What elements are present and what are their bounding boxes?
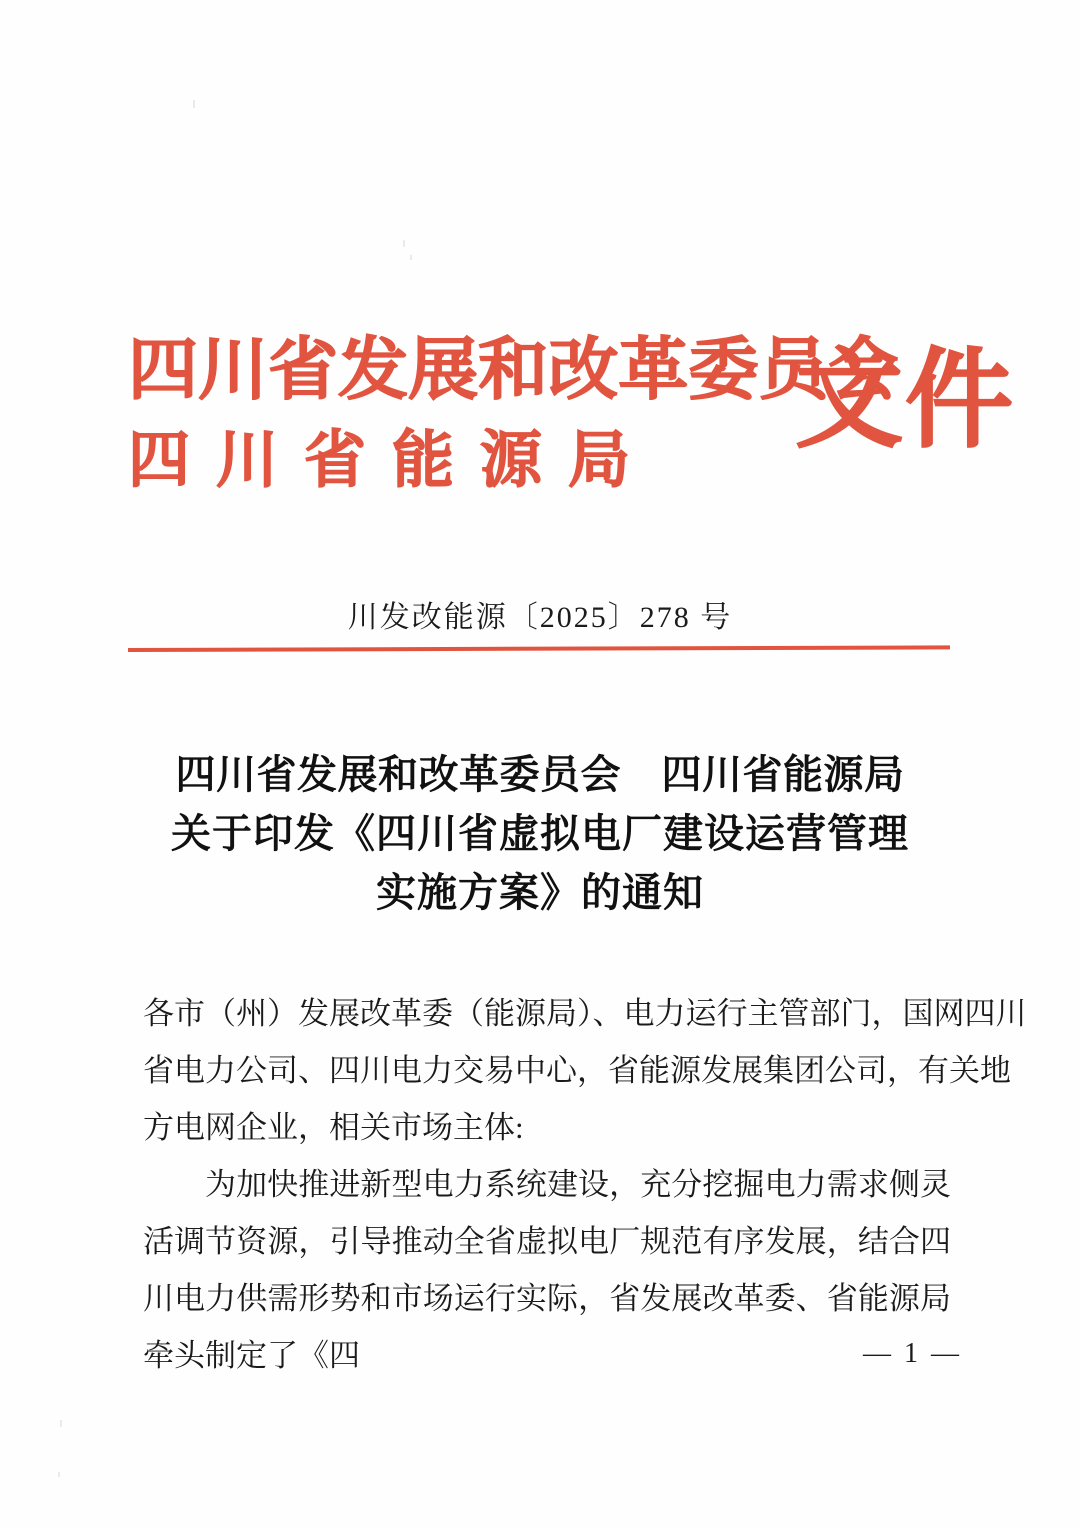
addressee-line: 省电力公司、四川电力交易中心，省能源发展集团公司，有关地 [143, 1053, 1011, 1088]
scan-speckle [403, 240, 405, 247]
letterhead-agency-lines [128, 330, 899, 495]
scan-speckle [58, 1472, 60, 1477]
letterhead-line-1: 四川省发展和改革委员会 [128, 332, 899, 408]
scan-speckle [60, 1420, 62, 1427]
document-title [140, 745, 940, 922]
letterhead [0, 330, 1080, 530]
letterhead-line-2: 四川省能源局 [128, 427, 657, 495]
red-horizontal-rule [128, 645, 950, 652]
addressee-line: 方电网企业，相关市场主体: [143, 1110, 524, 1145]
title-line-2: 关于印发《四川省虚拟电厂建设运营管理 [171, 811, 909, 856]
body-paragraph-1: 为加快推进新型电力系统建设，充分挖掘电力需求侧灵活调节资源，引导推动全省虚拟电厂规范有序发展，结合四川电力供需形势和市场运行实际，省发展改革委、省能源局牵头制定了《四 [143, 1167, 951, 1373]
page-number-footer: — 1 — [863, 1338, 962, 1369]
scan-speckle [410, 255, 412, 260]
title-line-3: 实施方案》的通知 [376, 870, 704, 915]
addressee-block [143, 985, 1027, 1156]
title-line-1: 四川省发展和改革委员会 四川省能源局 [175, 752, 905, 797]
document-body [143, 985, 1027, 1384]
document-number: 川发改能源〔2025〕278 号 [347, 601, 733, 634]
scan-speckle [193, 100, 195, 108]
letterhead-wenjian-label: 文件 [795, 342, 1016, 461]
addressee-line: 各市（州）发展改革委（能源局）、电力运行主管部门，国网四川 [143, 996, 1027, 1031]
